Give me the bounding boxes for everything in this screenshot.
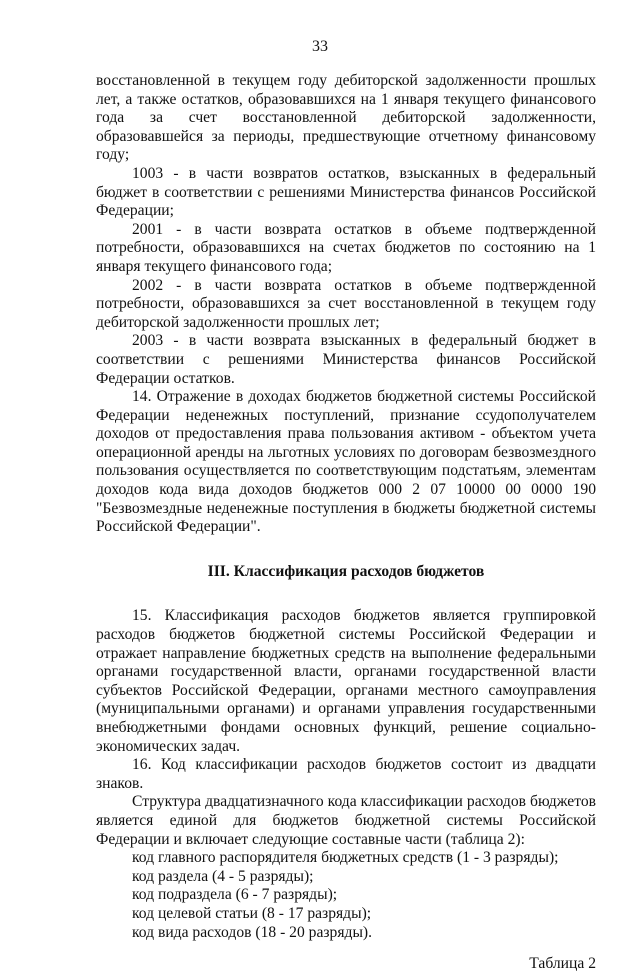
list-item-code-part: код главного распорядителя бюджетных средств (1 - 3 разряды); — [132, 849, 559, 867]
paragraph-code-2001: 2001 - в части возврата остатков в объеме подтвержденной потребности, образовавшихся на счетах бюджетов по состоянию на 1 января текущего финансового года; — [96, 220, 596, 275]
paragraph-code-2002: 2002 - в части возврата остатков в объеме подтвержденной потребности, образовавшихся за счет восстановленной в текущем году дебиторской задолженности прошлых лет; — [96, 276, 596, 331]
paragraph-code-2003: 2003 - в части возврата взысканных в федеральный бюджет в соответствии с решениями Министерства финансов Российской Федерации остатков. — [96, 332, 596, 387]
paragraph-continuation: восстановленной в текущем году дебиторской задолженности прошлых лет, а также остатков, образовавшихся на 1 января текущего финансового года за счет восстановленной дебиторской задолженности, образовавшейся за периоды, предшествующие отчетному финансовому году; — [96, 72, 596, 164]
document-body — [96, 72, 596, 974]
list-item-code-part: код подраздела (6 - 7 разряды); — [132, 886, 338, 904]
section-heading: III. Классификация расходов бюджетов — [207, 562, 485, 580]
paragraph-item-15: 15. Классификация расходов бюджетов является группировкой расходов бюджетов бюджетной системы Российской Федерации и отражает направление бюджетных средств на выполнение федеральными органами государственной власти, органами государственной власти субъектов Российской Федерации, органами местного самоуправления (муниципальными органами) и органами управления государственными внебюджетными фондами основных функций, решение социально-экономических задач. — [96, 607, 596, 755]
page-number: 33 — [312, 38, 328, 55]
list-item-code-part: код вида расходов (18 - 20 разряды). — [132, 923, 373, 941]
paragraph-code-1003: 1003 - в части возвратов остатков, взысканных в федеральный бюджет в соответствии с решениями Министерства финансов Российской Федерации; — [96, 164, 596, 220]
list-item-code-part: код целевой статьи (8 - 17 разряды); — [132, 904, 372, 922]
table-caption: Таблица 2 — [529, 955, 596, 973]
paragraph-code-structure: Структура двадцатизначного кода классификации расходов бюджетов является единой для бюджетов бюджетной системы Российской Федерации и включает следующие составные части (таблица 2): — [96, 793, 596, 848]
paragraph-item-14: 14. Отражение в доходах бюджетов бюджетной системы Российской Федерации неденежных поступлений, признание ссудополучателем доходов от предоставления права пользования активом - объектом учета операционной аренды на льготных условиях по договорам безвозмездного пользования осуществляется по соответствующим подстатьям, элементам доходов кода вида доходов бюджетов 000 2 07 10000 00 0000 190 "Безвозмездные неденежные поступления в бюджеты бюджетной системы Российской Федерации". — [96, 388, 596, 536]
paragraph-item-16: 16. Код классификации расходов бюджетов состоит из двадцати знаков. — [96, 756, 596, 792]
list-item-code-part: код раздела (4 - 5 разряды); — [132, 867, 314, 885]
